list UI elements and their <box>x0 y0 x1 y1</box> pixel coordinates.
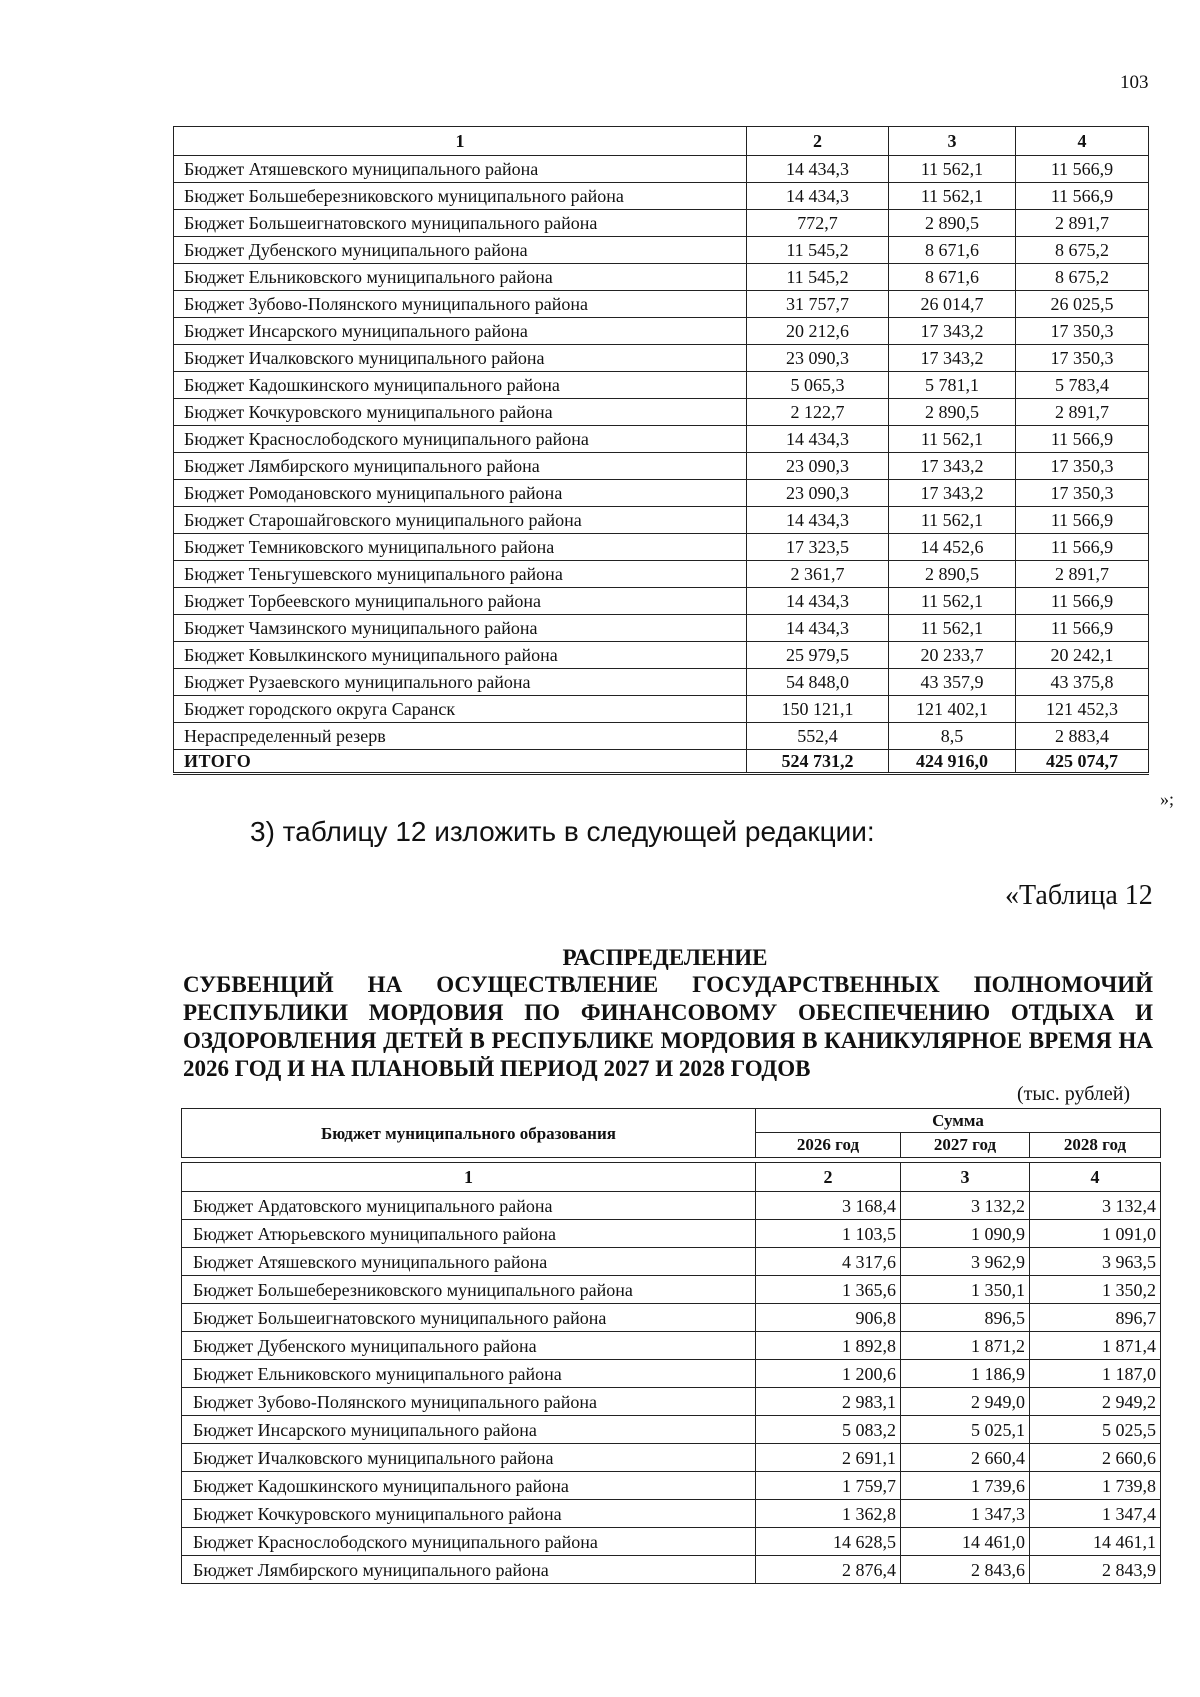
value-col3: 8 671,6 <box>889 237 1016 264</box>
value-col3: 43 357,9 <box>889 669 1016 696</box>
value-col3: 17 343,2 <box>889 345 1016 372</box>
value-col3: 121 402,1 <box>889 696 1016 723</box>
value-col2: 2 361,7 <box>747 561 889 588</box>
table-row <box>174 156 1149 183</box>
value-col2: 906,8 <box>756 1304 901 1332</box>
value-col3: 1 871,2 <box>901 1332 1030 1360</box>
table-row <box>182 1528 1161 1556</box>
table-row <box>174 426 1149 453</box>
amendment-paragraph: 3) таблицу 12 изложить в следующей редакции: <box>250 816 875 847</box>
value-col2: 772,7 <box>747 210 889 237</box>
value-col4: 17 350,3 <box>1016 318 1149 345</box>
value-col2: 1 892,8 <box>756 1332 901 1360</box>
row-label: Бюджет Ельниковского муниципального района <box>174 264 747 291</box>
value-col2: 552,4 <box>747 723 889 750</box>
row-label: Бюджет Лямбирского муниципального района <box>182 1556 756 1584</box>
value-col2: 31 757,7 <box>747 291 889 318</box>
row-label: Бюджет Дубенского муниципального района <box>174 237 747 264</box>
table-row <box>174 237 1149 264</box>
table-row <box>174 291 1149 318</box>
value-col4: 2 891,7 <box>1016 210 1149 237</box>
value-col3: 2 890,5 <box>889 399 1016 426</box>
value-col4: 2 660,6 <box>1030 1444 1161 1472</box>
value-col4: 17 350,3 <box>1016 345 1149 372</box>
row-label: Бюджет Большеберезниковского муниципального района <box>174 183 747 210</box>
value-col3: 17 343,2 <box>889 480 1016 507</box>
column-number: 3 <box>889 127 1016 156</box>
value-col4: 121 452,3 <box>1016 696 1149 723</box>
row-label: Бюджет Рузаевского муниципального района <box>174 669 747 696</box>
value-col2: 11 545,2 <box>747 237 889 264</box>
row-label: Бюджет Кочкуровского муниципального района <box>174 399 747 426</box>
header-budget: Бюджет муниципального образования <box>182 1109 756 1158</box>
value-col4: 1 347,4 <box>1030 1500 1161 1528</box>
table-row <box>174 480 1149 507</box>
value-col3: 11 562,1 <box>889 426 1016 453</box>
value-col4: 3 132,4 <box>1030 1192 1161 1220</box>
value-col4: 11 566,9 <box>1016 426 1149 453</box>
value-col3: 20 233,7 <box>889 642 1016 669</box>
table-row <box>174 507 1149 534</box>
table-row <box>174 561 1149 588</box>
row-label: Бюджет Атяшевского муниципального района <box>182 1248 756 1276</box>
value-col2: 1 759,7 <box>756 1472 901 1500</box>
row-label: Бюджет Большеберезниковского муниципального района <box>182 1276 756 1304</box>
value-col2: 5 083,2 <box>756 1416 901 1444</box>
table-row <box>174 588 1149 615</box>
table-row <box>174 264 1149 291</box>
value-col4: 14 461,1 <box>1030 1528 1161 1556</box>
closing-quote: »; <box>1160 789 1175 809</box>
column-number: 4 <box>1016 127 1149 156</box>
column-number: 1 <box>174 127 747 156</box>
row-label: Бюджет Инсарского муниципального района <box>182 1416 756 1444</box>
value-col3: 11 562,1 <box>889 183 1016 210</box>
value-col4: 26 025,5 <box>1016 291 1149 318</box>
value-col3: 11 562,1 <box>889 507 1016 534</box>
table-row <box>182 1556 1161 1584</box>
table-row <box>174 372 1149 399</box>
value-col4: 11 566,9 <box>1016 507 1149 534</box>
row-label: Бюджет Инсарского муниципального района <box>174 318 747 345</box>
header-year-2026: 2026 год <box>756 1132 901 1157</box>
table-row <box>182 1248 1161 1276</box>
value-col4: 1 350,2 <box>1030 1276 1161 1304</box>
value-col3: 3 132,2 <box>901 1192 1030 1220</box>
row-label: Бюджет Зубово-Полянского муниципального района <box>174 291 747 318</box>
column-number-row <box>182 1163 1161 1192</box>
value-col4: 5 025,5 <box>1030 1416 1161 1444</box>
value-col3: 1 739,6 <box>901 1472 1030 1500</box>
table-row <box>182 1388 1161 1416</box>
table-row <box>182 1360 1161 1388</box>
row-label: Бюджет Ковылкинского муниципального района <box>174 642 747 669</box>
value-col4: 8 675,2 <box>1016 237 1149 264</box>
value-col2: 5 065,3 <box>747 372 889 399</box>
table-row <box>174 723 1149 750</box>
table-row <box>182 1304 1161 1332</box>
value-col4: 2 843,9 <box>1030 1556 1161 1584</box>
row-label: Бюджет Ельниковского муниципального района <box>182 1360 756 1388</box>
table-row <box>174 183 1149 210</box>
value-col2: 14 434,3 <box>747 615 889 642</box>
units-note: (тыс. рублей) <box>1017 1083 1131 1105</box>
table-row <box>174 696 1149 723</box>
value-col3: 26 014,7 <box>889 291 1016 318</box>
table-row <box>174 345 1149 372</box>
total-col4: 425 074,7 <box>1016 750 1149 774</box>
total-row <box>174 750 1149 774</box>
row-label: Бюджет Дубенского муниципального района <box>182 1332 756 1360</box>
value-col4: 1 739,8 <box>1030 1472 1161 1500</box>
value-col3: 11 562,1 <box>889 615 1016 642</box>
value-col2: 17 323,5 <box>747 534 889 561</box>
row-label: Бюджет Торбеевского муниципального района <box>174 588 747 615</box>
table-label: «Таблица 12 <box>1005 880 1153 911</box>
value-col4: 17 350,3 <box>1016 480 1149 507</box>
table-row <box>182 1332 1161 1360</box>
value-col4: 1 871,4 <box>1030 1332 1161 1360</box>
row-label: Бюджет Большеигнатовского муниципального района <box>182 1304 756 1332</box>
value-col3: 896,5 <box>901 1304 1030 1332</box>
value-col3: 17 343,2 <box>889 318 1016 345</box>
row-label: Бюджет Чамзинского муниципального района <box>174 615 747 642</box>
row-label: Бюджет Темниковского муниципального района <box>174 534 747 561</box>
value-col2: 14 434,3 <box>747 507 889 534</box>
value-col4: 1 091,0 <box>1030 1220 1161 1248</box>
value-col4: 11 566,9 <box>1016 615 1149 642</box>
value-col2: 2 876,4 <box>756 1556 901 1584</box>
value-col4: 11 566,9 <box>1016 534 1149 561</box>
value-col3: 1 090,9 <box>901 1220 1030 1248</box>
value-col2: 1 103,5 <box>756 1220 901 1248</box>
total-col2: 524 731,2 <box>747 750 889 774</box>
table-row <box>174 534 1149 561</box>
value-col3: 2 660,4 <box>901 1444 1030 1472</box>
table12 <box>181 1162 1161 1584</box>
value-col3: 5 781,1 <box>889 372 1016 399</box>
table-row <box>182 1472 1161 1500</box>
value-col3: 3 962,9 <box>901 1248 1030 1276</box>
value-col4: 8 675,2 <box>1016 264 1149 291</box>
value-col4: 3 963,5 <box>1030 1248 1161 1276</box>
value-col2: 1 365,6 <box>756 1276 901 1304</box>
value-col3: 14 461,0 <box>901 1528 1030 1556</box>
row-label: Бюджет Кадошкинского муниципального района <box>174 372 747 399</box>
row-label: Бюджет Атяшевского муниципального района <box>174 156 747 183</box>
column-number: 3 <box>901 1163 1030 1192</box>
value-col2: 2 983,1 <box>756 1388 901 1416</box>
value-col4: 11 566,9 <box>1016 183 1149 210</box>
value-col4: 20 242,1 <box>1016 642 1149 669</box>
value-col3: 1 186,9 <box>901 1360 1030 1388</box>
table-row <box>174 399 1149 426</box>
heading-body: СУБВЕНЦИЙ НА ОСУЩЕСТВЛЕНИЕ ГОСУДАРСТВЕННЫХ ПОЛНОМОЧИЙ РЕСПУБЛИКИ МОРДОВИЯ ПО ФИНАНСОВОМУ ОБЕСПЕЧЕНИЮ ОТДЫХА И ОЗДОРОВЛЕНИЯ ДЕТЕЙ В РЕСПУБЛИКЕ МОРДОВИЯ В КАНИКУЛЯРНОЕ ВРЕМЯ НА 2026 ГОД И НА ПЛАНОВЫЙ ПЕРИОД 2027 И 2028 ГОДОВ <box>183 972 1153 1081</box>
column-number: 1 <box>182 1163 756 1192</box>
value-col2: 14 434,3 <box>747 156 889 183</box>
value-col2: 11 545,2 <box>747 264 889 291</box>
heading-title: РАСПРЕДЕЛЕНИЕ <box>562 945 768 970</box>
table-row <box>174 642 1149 669</box>
value-col4: 11 566,9 <box>1016 588 1149 615</box>
value-col2: 54 848,0 <box>747 669 889 696</box>
value-col2: 150 121,1 <box>747 696 889 723</box>
value-col2: 25 979,5 <box>747 642 889 669</box>
value-col3: 8,5 <box>889 723 1016 750</box>
value-col2: 4 317,6 <box>756 1248 901 1276</box>
value-col2: 20 212,6 <box>747 318 889 345</box>
value-col2: 23 090,3 <box>747 345 889 372</box>
value-col4: 2 949,2 <box>1030 1388 1161 1416</box>
value-col2: 2 122,7 <box>747 399 889 426</box>
value-col2: 14 434,3 <box>747 426 889 453</box>
row-label: Бюджет Краснослободского муниципального района <box>182 1528 756 1556</box>
page-number: 103 <box>1120 72 1149 93</box>
value-col4: 11 566,9 <box>1016 156 1149 183</box>
table-row <box>182 1444 1161 1472</box>
row-label: Нераспределенный резерв <box>174 723 747 750</box>
row-label: Бюджет Старошайговского муниципального района <box>174 507 747 534</box>
value-col2: 14 628,5 <box>756 1528 901 1556</box>
value-col3: 1 350,1 <box>901 1276 1030 1304</box>
table-row <box>182 1276 1161 1304</box>
table-row <box>182 1500 1161 1528</box>
header-sum: Сумма <box>756 1109 1161 1133</box>
value-col4: 17 350,3 <box>1016 453 1149 480</box>
table-row <box>182 1192 1161 1220</box>
column-number: 2 <box>747 127 889 156</box>
row-label: Бюджет Теньгушевского муниципального района <box>174 561 747 588</box>
value-col4: 2 891,7 <box>1016 399 1149 426</box>
total-col3: 424 916,0 <box>889 750 1016 774</box>
value-col4: 896,7 <box>1030 1304 1161 1332</box>
row-label: Бюджет Ардатовского муниципального района <box>182 1192 756 1220</box>
table-row <box>174 318 1149 345</box>
value-col3: 2 890,5 <box>889 210 1016 237</box>
value-col3: 11 562,1 <box>889 156 1016 183</box>
value-col3: 11 562,1 <box>889 588 1016 615</box>
value-col3: 1 347,3 <box>901 1500 1030 1528</box>
row-label: Бюджет Атюрьевского муниципального района <box>182 1220 756 1248</box>
value-col2: 14 434,3 <box>747 588 889 615</box>
value-col3: 8 671,6 <box>889 264 1016 291</box>
header-year-2027: 2027 год <box>901 1132 1030 1157</box>
table-row <box>182 1220 1161 1248</box>
distribution-table-continued <box>173 126 1149 775</box>
value-col3: 2 949,0 <box>901 1388 1030 1416</box>
row-label: Бюджет Ичалковского муниципального района <box>182 1444 756 1472</box>
total-label: ИТОГО <box>174 750 747 774</box>
value-col3: 5 025,1 <box>901 1416 1030 1444</box>
value-col4: 5 783,4 <box>1016 372 1149 399</box>
table-row <box>174 453 1149 480</box>
value-col2: 2 691,1 <box>756 1444 901 1472</box>
row-label: Бюджет Зубово-Полянского муниципального района <box>182 1388 756 1416</box>
row-label: Бюджет Лямбирского муниципального района <box>174 453 747 480</box>
value-col4: 2 883,4 <box>1016 723 1149 750</box>
column-number: 2 <box>756 1163 901 1192</box>
table12-header <box>181 1108 1161 1158</box>
value-col2: 14 434,3 <box>747 183 889 210</box>
value-col2: 23 090,3 <box>747 480 889 507</box>
value-col2: 1 362,8 <box>756 1500 901 1528</box>
value-col4: 2 891,7 <box>1016 561 1149 588</box>
value-col4: 43 375,8 <box>1016 669 1149 696</box>
row-label: Бюджет Ромодановского муниципального района <box>174 480 747 507</box>
table-row <box>174 210 1149 237</box>
value-col2: 23 090,3 <box>747 453 889 480</box>
table-row <box>174 669 1149 696</box>
table-row <box>174 615 1149 642</box>
row-label: Бюджет Кадошкинского муниципального района <box>182 1472 756 1500</box>
column-number-row <box>174 127 1149 156</box>
column-number: 4 <box>1030 1163 1161 1192</box>
row-label: Бюджет городского округа Саранск <box>174 696 747 723</box>
row-label: Бюджет Большеигнатовского муниципального района <box>174 210 747 237</box>
table-row <box>182 1416 1161 1444</box>
value-col3: 17 343,2 <box>889 453 1016 480</box>
row-label: Бюджет Ичалковского муниципального района <box>174 345 747 372</box>
row-label: Бюджет Кочкуровского муниципального района <box>182 1500 756 1528</box>
row-label: Бюджет Краснослободского муниципального района <box>174 426 747 453</box>
value-col3: 2 890,5 <box>889 561 1016 588</box>
value-col3: 14 452,6 <box>889 534 1016 561</box>
value-col2: 1 200,6 <box>756 1360 901 1388</box>
value-col2: 3 168,4 <box>756 1192 901 1220</box>
header-year-2028: 2028 год <box>1030 1132 1161 1157</box>
value-col3: 2 843,6 <box>901 1556 1030 1584</box>
value-col4: 1 187,0 <box>1030 1360 1161 1388</box>
